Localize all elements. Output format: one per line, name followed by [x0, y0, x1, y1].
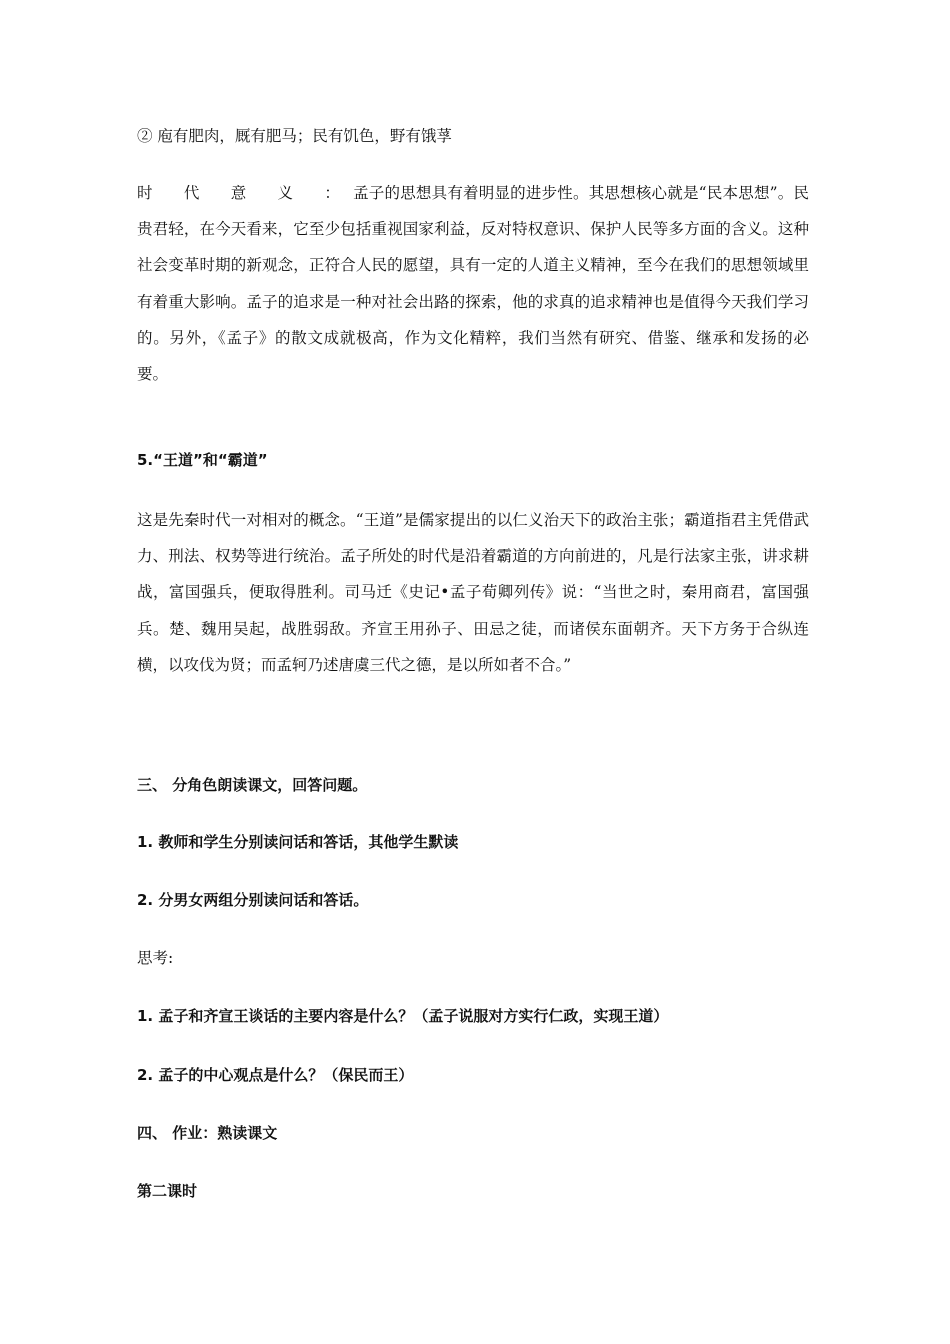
section5-heading: 5.“王道”和“霸道” [137, 451, 268, 469]
question-2: 2. 孟子的中心观点是什么？（保民而王） [137, 1066, 414, 1084]
read-item-2: 2. 分男女两组分别读问话和答话。 [137, 891, 369, 909]
section3-heading: 三、 分角色朗读课文，回答问题。 [137, 776, 368, 794]
significance-text: 孟子的思想具有着明显的进步性。其思想核心就是“民本思想”。民贵君轻，在今天看来，它至少包括重视国家利益，反对特权意识、保护人民等多方面的含义。这种社会变革时期的新观念，正符合人民的愿望，具有一定的人道主义精神，至今在我们的思想领域里有着重大影响。孟子的追求是一种对社会出路的探索，他的求真的追求精神也是值得今天我们学习的。另外，《孟子》的散文成就极高，作为文化精粹，我们当然有研究、借鉴、继承和发扬的必要。 [137, 184, 809, 384]
question-1: 1. 孟子和齐宣王谈话的主要内容是什么？（孟子说服对方实行仁政，实现王道） [137, 1007, 669, 1025]
think-label: 思考: [137, 949, 174, 967]
quote-line: ② 庖有肥肉，厩有肥马；民有饥色，野有饿莩 [137, 127, 452, 145]
lesson2-heading: 第二课时 [137, 1182, 198, 1200]
significance-paragraph [137, 175, 809, 392]
section5-paragraph: 这是先秦时代一对相对的概念。“王道”是儒家提出的以仁义治天下的政治主张；霸道指君主凭借武力、刑法、权势等进行统治。孟子所处的时代是沿着霸道的方向前进的，凡是行法家主张，讲求耕战，富国强兵，便取得胜利。司马迁《史记•孟子荀卿列传》说：“当世之时，秦用商君，富国强兵。楚、魏用吴起，战胜弱敌。齐宣王用孙子、田忌之徒，而诸侯东面朝齐。天下方务于合纵连横，以攻伐为贤；而孟轲乃述唐虞三代之德，是以所如者不合。” [137, 511, 809, 674]
read-item-1: 1. 教师和学生分别读问话和答话，其他学生默读 [137, 833, 459, 851]
section4-heading: 四、 作业：熟读课文 [137, 1124, 278, 1142]
significance-label: 时 代 意 义 ： [137, 184, 354, 202]
